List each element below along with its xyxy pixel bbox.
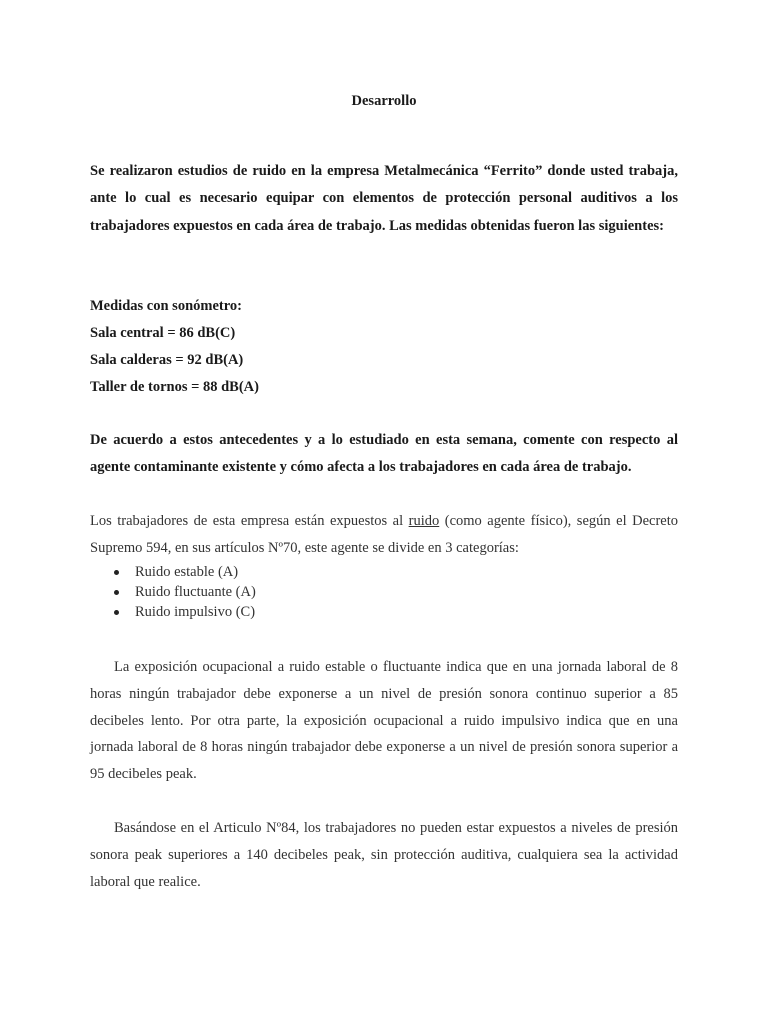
answer-paragraph-2: La exposición ocupacional a ruido estable o fluctuante indica que en una jornada laboral de 8 horas ningún trabajador debe exponerse a un nivel de presión sonora continuo superior a 85 decibeles lento. Por otra parte, la exposición ocupacional a ruido impulsivo indica que en una jornada laboral de 8 horas ningún trabajador debe exponerse a un nivel de presión sonora superior a 95 decibeles peak. [90,659,678,783]
noise-categories-list [90,563,678,622]
bullet-icon [114,610,119,615]
bullet-icon [114,590,119,595]
measurement-taller-tornos: Taller de tornos = 88 dB(A) [90,379,259,395]
measurement-sala-calderas: Sala calderas = 92 dB(A) [90,352,244,368]
list-item [90,583,678,603]
answer-paragraph-3: Basándose en el Articulo Nº84, los trabajadores no pueden estar expuestos a niveles de presión sonora peak superiores a 140 decibeles peak, sin protección auditiva, cualquiera sea la actividad laboral que realice. [90,820,678,890]
answer-paragraph-1 [90,508,678,562]
question-paragraph: De acuerdo a estos antecedentes y a lo estudiado en esta semana, comente con respecto al agente contaminante existente y cómo afecta a los trabajadores en cada área de trabajo. [90,432,678,476]
list-item-label: Ruido estable (A) [135,564,239,580]
answer-p1-after: (como agente físico), según el Decreto Supremo 594, en sus artículos Nº70, este agente se divide en 3 categorías: [90,513,678,556]
list-item [90,603,678,623]
list-item-label: Ruido fluctuante (A) [135,583,256,600]
measurements-heading: Medidas con sonómetro: [90,298,242,314]
answer-p1-before: Los trabajadores de esta empresa están expuestos al [90,513,409,529]
bullet-icon [114,570,119,575]
document-title: Desarrollo [351,93,417,109]
measurements-block [90,293,678,401]
answer-p1-underlined-term: ruido [408,513,440,529]
list-item-label: Ruido impulsivo (C) [135,603,256,620]
intro-paragraph: Se realizaron estudios de ruido en la empresa Metalmecánica “Ferrito” donde usted trabaja, ante lo cual es necesario equipar con elementos de protección personal auditivos a los trabajadores expuestos en cada área de trabajo. Las medidas obtenidas fueron las siguientes: [90,163,678,234]
measurement-sala-central: Sala central = 86 dB(C) [90,325,236,341]
list-item [90,563,678,583]
